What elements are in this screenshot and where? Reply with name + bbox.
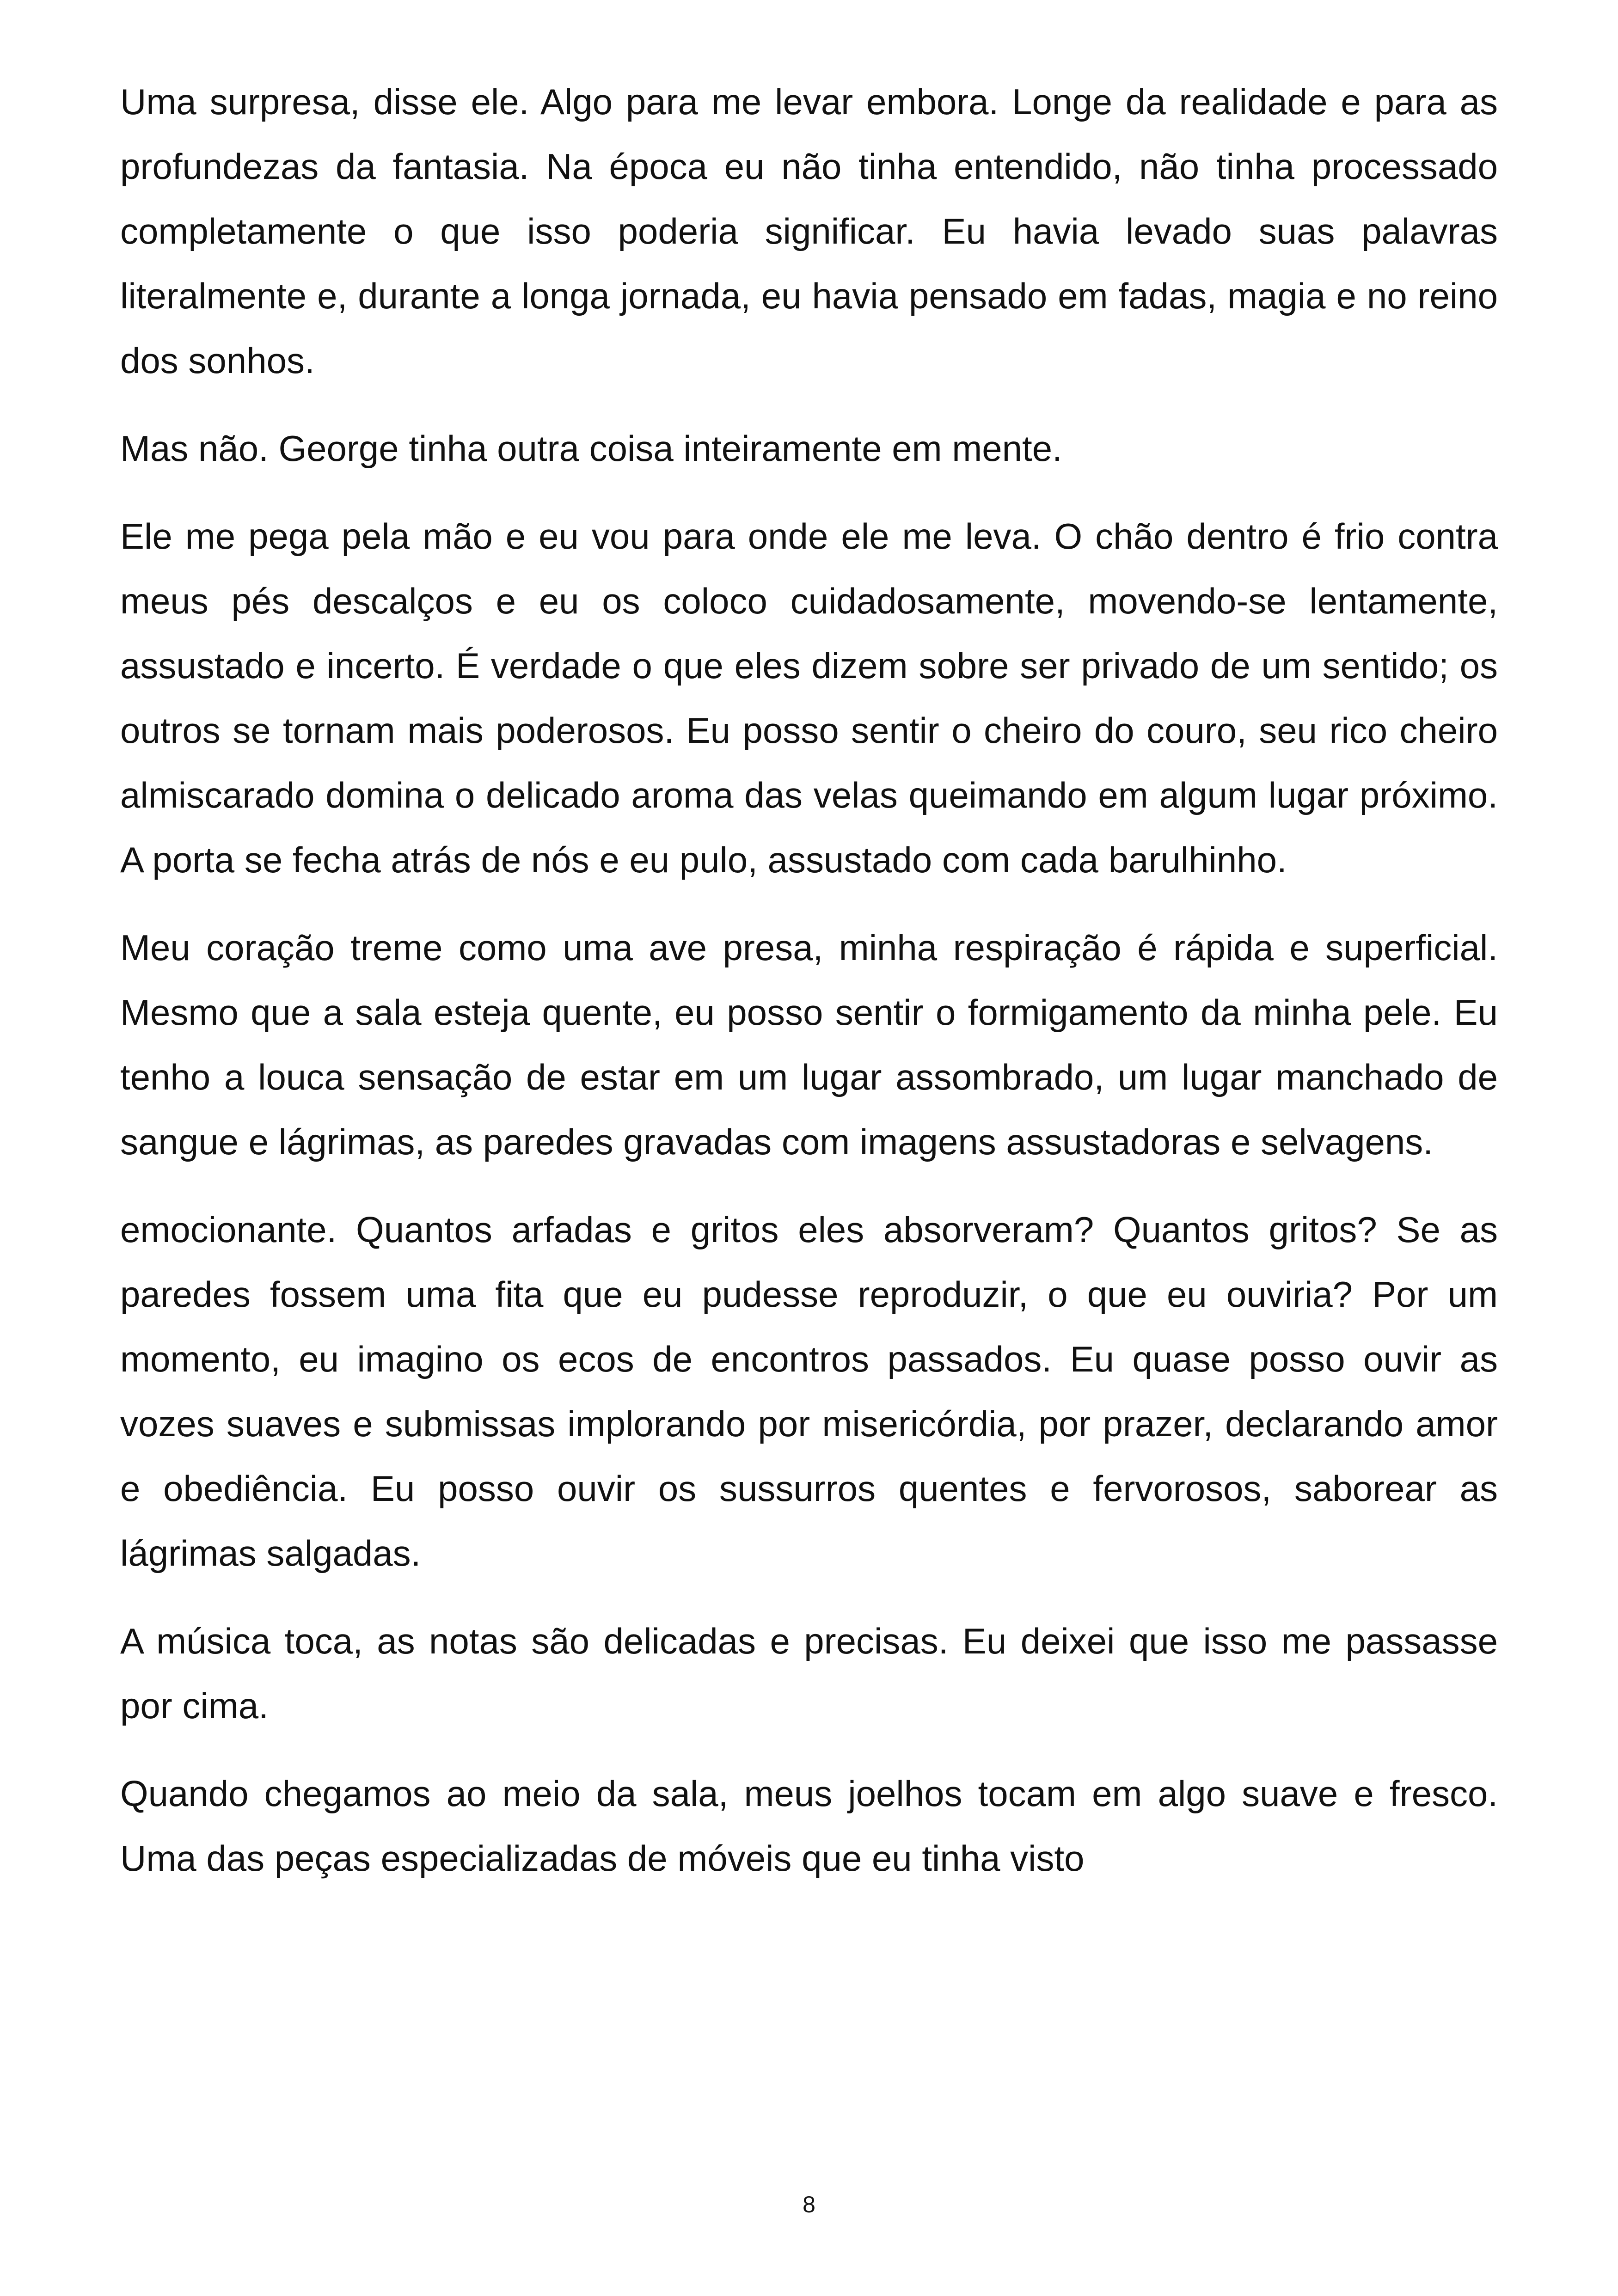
paragraph: Ele me pega pela mão e eu vou para onde ele me leva. O chão dentro é frio contra meus pés descalços e eu os coloco cuidadosamente, movendo-se lentamente, assustado e incerto. É verdade o que eles dizem sobre ser privado de um sentido; os outros se tornam mais poderosos. Eu posso sentir o cheiro do couro, seu rico cheiro almiscarado domina o delicado aroma das velas queimando em algum lugar próximo. A porta se fecha atrás de nós e eu pulo, assustado com cada barulhinho. bbox=[120, 516, 1498, 880]
page-number: 8 bbox=[803, 2192, 815, 2217]
paragraph: emocionante. Quantos arfadas e gritos eles absorveram? Quantos gritos? Se as paredes fossem uma fita que eu pudesse reproduzir, o que eu ouviria? Por um momento, eu imagino os ecos de encontros passados. Eu quase posso ouvir as vozes suaves e submissas implorando por misericórdia, por prazer, declarando amor e obediência. Eu posso ouvir os sussurros quentes e fervorosos, saborear as lágrimas salgadas. bbox=[120, 1209, 1498, 1574]
paragraph: Meu coração treme como uma ave presa, minha respiração é rápida e superficial. Mesmo que a sala esteja quente, eu posso sentir o formigamento da minha pele. Eu tenho a louca sensação de estar em um lugar assombrado, um lugar manchado de sangue e lágrimas, as paredes gravadas com imagens assustadoras e selvagens. bbox=[120, 927, 1498, 1162]
paragraph: Quando chegamos ao meio da sala, meus joelhos tocam em algo suave e fresco. Uma das peças especializadas de móveis que eu tinha visto bbox=[120, 1773, 1498, 1879]
document-body bbox=[120, 69, 1498, 1914]
paragraph: Mas não. George tinha outra coisa inteiramente em mente. bbox=[120, 428, 1062, 469]
paragraph: A música toca, as notas são delicadas e precisas. Eu deixei que isso me passasse por cima. bbox=[120, 1621, 1498, 1726]
paragraph: Uma surpresa, disse ele. Algo para me levar embora. Longe da realidade e para as profundezas da fantasia. Na época eu não tinha entendido, não tinha processado completamente o que isso poderia significar. Eu havia levado suas palavras literalmente e, durante a longa jornada, eu havia pensado em fadas, magia e no reino dos sonhos. bbox=[120, 81, 1498, 381]
